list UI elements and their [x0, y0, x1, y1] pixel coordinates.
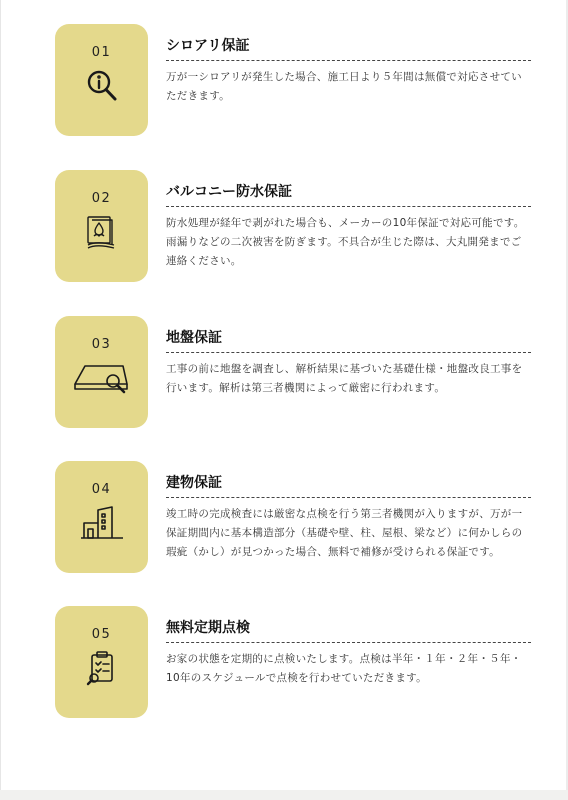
- item-number: 03: [91, 337, 112, 352]
- item-description: 防水処理が経年で剥がれた場合も、メーカーの10年保証で対応可能です。雨漏りなどの二次被害を防ぎます。不具合が生じた際は、大丸開発までご連絡ください。: [166, 217, 525, 267]
- item-description: 工事の前に地盤を調査し、解析結果に基づいた基礎仕様・地盤改良工事を行います。解析は第三者機関によって厳密に行われます。: [166, 363, 523, 394]
- page-footer-band: [0, 790, 568, 800]
- item-title: 建物保証: [166, 475, 222, 491]
- item-description: 万が一シロアリが発生した場合、施工日より５年間は無償で対応させていただきます。: [166, 71, 522, 102]
- waterproof-document-icon: [84, 214, 120, 250]
- item-divider: [166, 642, 531, 643]
- item-divider: [166, 206, 531, 207]
- clipboard-check-icon: [84, 650, 120, 686]
- warranty-item-termite: [0, 24, 568, 139]
- item-badge: [55, 170, 148, 282]
- item-number: 01: [91, 45, 112, 60]
- item-description: お家の状態を定期的に点検いたします。点検は半年・１年・２年・５年・10年のスケジュールで点検を行わせていただきます。: [166, 653, 522, 684]
- item-title: バルコニー防水保証: [166, 184, 292, 200]
- item-badge: [55, 461, 148, 573]
- warranty-item-ground: [0, 316, 568, 431]
- item-title: 地盤保証: [166, 330, 222, 346]
- item-number: 05: [91, 627, 112, 642]
- item-badge: [55, 316, 148, 428]
- warranty-item-periodic-inspection: [0, 606, 568, 721]
- item-title: シロアリ保証: [166, 38, 250, 54]
- item-description: 竣工時の完成検査には厳密な点検を行う第三者機関が入りますが、万が一保証期間内に基本構造部分（基礎や壁、柱、屋根、梁など）に何かしらの瑕疵（かし）が見つかった場合、無料で補修が受けられる保証です。: [166, 508, 523, 558]
- item-divider: [166, 352, 531, 353]
- item-number: 02: [91, 191, 112, 206]
- magnifier-info-icon: [84, 68, 120, 104]
- ground-inspection-icon: [70, 360, 132, 396]
- item-badge: [55, 606, 148, 718]
- item-badge: [55, 24, 148, 136]
- warranty-item-balcony-waterproof: [0, 170, 568, 285]
- item-number: 04: [91, 482, 112, 497]
- item-divider: [166, 60, 531, 61]
- item-title: 無料定期点検: [166, 620, 250, 636]
- warranty-item-building: [0, 461, 568, 576]
- buildings-icon: [79, 505, 125, 541]
- item-divider: [166, 497, 531, 498]
